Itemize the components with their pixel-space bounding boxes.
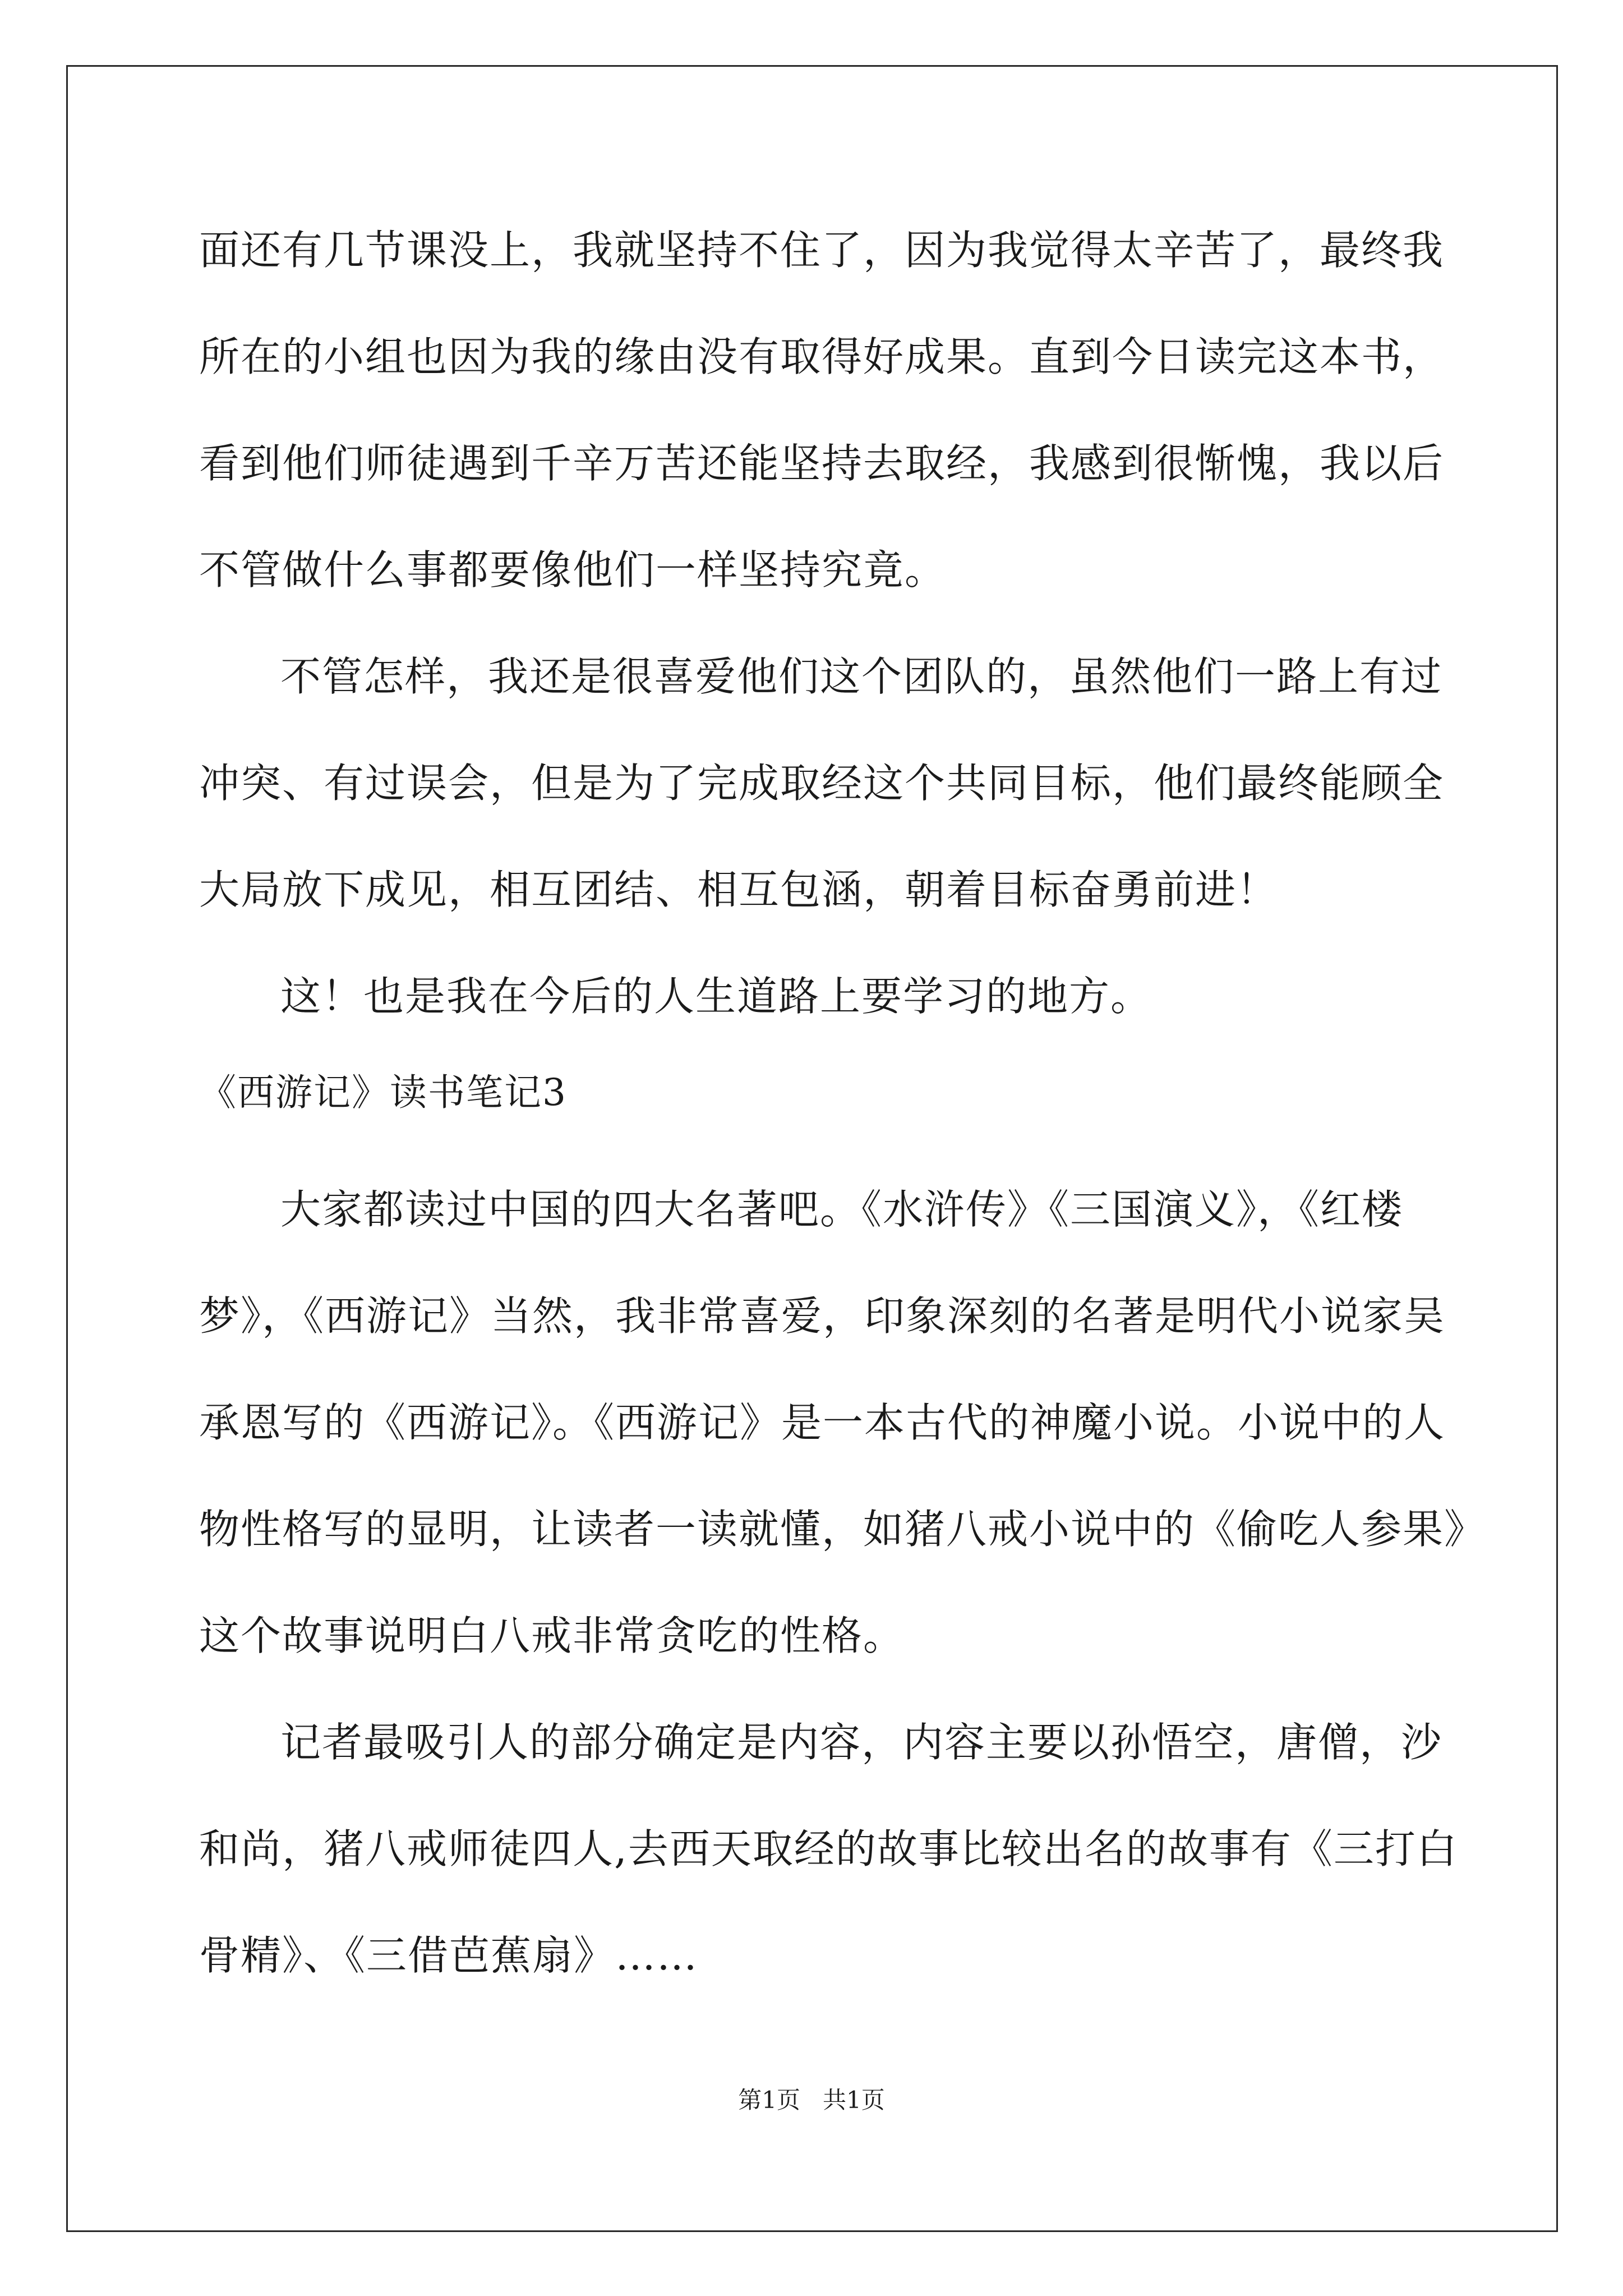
section-heading: 《西游记》读书笔记3 bbox=[199, 1071, 567, 1114]
text-line: 梦》，《西游记》当然，我非常喜爱，印象深刻的名著是明代小说家吴 bbox=[199, 1292, 1446, 1340]
text-line: 大局放下成见，相互团结、相互包涵，朝着目标奋勇前进！ bbox=[199, 866, 1279, 913]
text-line: 不管做什么事都要像他们一样坚持究竟。 bbox=[199, 546, 947, 593]
text-line: 承恩写的《西游记》。《西游记》是一本古代的神魔小说。小说中的人 bbox=[199, 1399, 1446, 1446]
text-line: 和尚，猪八戒师徒四人,去西天取经的故事比较出名的故事有《三打白 bbox=[199, 1825, 1458, 1872]
paragraph-start-line: 记者最吸引人的部分确定是内容，内容主要以孙悟空，唐僧，沙 bbox=[280, 1719, 1443, 1766]
text-line: 看到他们师徒遇到千辛万苦还能坚持去取经，我感到很惭愧，我以后 bbox=[199, 440, 1445, 487]
text-line: 骨精》、《三借芭蕉扇》…… bbox=[199, 1932, 699, 1979]
paragraph-start-line: 不管怎样，我还是很喜爱他们这个团队的，虽然他们一路上有过 bbox=[280, 653, 1443, 700]
text-line: 面还有几节课没上，我就坚持不住了，因为我觉得太辛苦了，最终我 bbox=[199, 227, 1445, 274]
paragraph-start-line: 大家都读过中国的四大名著吧。《水浒传》《三国演义》，《红楼 bbox=[280, 1186, 1404, 1233]
text-line: 物性格写的显明，让读者一读就懂，如猪八戒小说中的《偷吃人参果》 bbox=[199, 1506, 1486, 1553]
page-footer: 第1页 共1页 bbox=[738, 2086, 885, 2114]
text-line: 这个故事说明白八戒非常贪吃的性格。 bbox=[199, 1612, 905, 1659]
text-line: 所在的小组也因为我的缘由没有取得好成果。直到今日读完这本书， bbox=[199, 333, 1445, 380]
paragraph-start-line: 这！也是我在今后的人生道路上要学习的地方。 bbox=[280, 973, 1152, 1020]
text-line: 冲突、有过误会，但是为了完成取经这个共同目标，他们最终能顾全 bbox=[199, 760, 1445, 807]
page-border bbox=[66, 65, 1558, 2232]
